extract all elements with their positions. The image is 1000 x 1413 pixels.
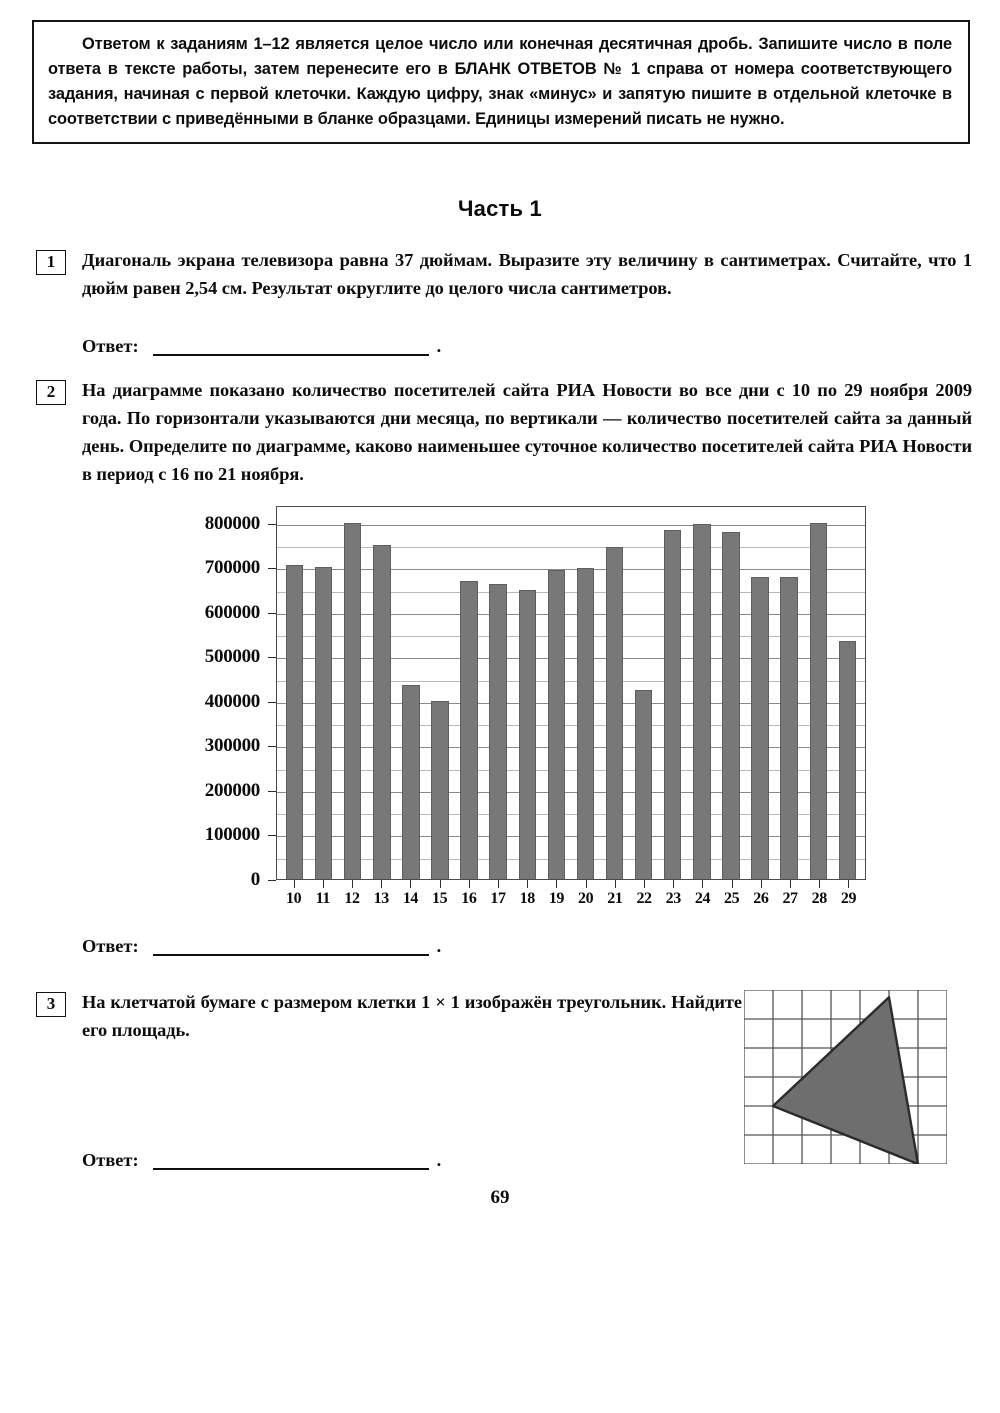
task-2-number: 2 bbox=[36, 380, 66, 405]
triangle-svg bbox=[744, 990, 947, 1164]
chart-bar-slot bbox=[746, 507, 775, 879]
chart-x-tick-label: 25 bbox=[724, 890, 740, 907]
chart-x-tick-label: 27 bbox=[782, 890, 798, 907]
chart-bar-slot bbox=[833, 507, 862, 879]
chart-bar bbox=[722, 532, 739, 879]
chart-bar-slot bbox=[775, 507, 804, 879]
chart-x-tick bbox=[571, 880, 600, 889]
chart-y-axis bbox=[186, 500, 268, 890]
page-number: 69 bbox=[490, 1187, 510, 1208]
triangle-shape bbox=[773, 997, 918, 1164]
chart-x-tick bbox=[600, 880, 629, 889]
answer-label-1: Ответ: bbox=[82, 336, 139, 356]
chart-x-tick bbox=[542, 880, 571, 889]
chart-y-tick-label: 700000 bbox=[204, 557, 260, 579]
chart-bars bbox=[277, 507, 865, 879]
chart-x-tick bbox=[396, 880, 425, 889]
task-3-text: На клетчатой бумаге с размером клетки 1 × 1 изображён треугольник. Найдите его площадь. bbox=[82, 992, 742, 1040]
chart-x-tick-label: 11 bbox=[315, 890, 330, 907]
chart-bar-slot bbox=[455, 507, 484, 879]
chart-x-tick-label: 20 bbox=[578, 890, 594, 907]
answer-period-2: . bbox=[436, 936, 442, 956]
chart-plot-area bbox=[276, 506, 866, 880]
chart-x-tick-label: 21 bbox=[607, 890, 623, 907]
chart-bar bbox=[431, 701, 448, 879]
chart-bar-slot bbox=[542, 507, 571, 879]
chart-y-tick bbox=[268, 746, 276, 747]
chart-bar bbox=[577, 568, 594, 879]
chart-y-tick bbox=[268, 613, 276, 614]
chart-x-axis-labels bbox=[276, 890, 866, 908]
chart-y-tick-label: 300000 bbox=[204, 735, 260, 757]
chart-x-tick bbox=[454, 880, 483, 889]
task-2-text: На диаграмме показано количество посетителей сайта РИА Новости во все дни с 10 по 29 ноября 2009 года. По горизонтали указываются дни месяца, по вертикали — количество посетителей сайта за данный день. Определите по диаграмме, каково наименьшее суточное количество посетителей сайта РИА Новости в период с 16 по 21 ноября. bbox=[82, 380, 972, 484]
answer-input-3[interactable] bbox=[153, 1154, 429, 1170]
chart-x-tick-label: 26 bbox=[753, 890, 769, 907]
chart-y-tick bbox=[268, 880, 276, 881]
chart-x-tick bbox=[308, 880, 337, 889]
chart-x-tick bbox=[834, 880, 863, 889]
chart-bar-slot bbox=[716, 507, 745, 879]
chart-x-tick-label: 22 bbox=[636, 890, 652, 907]
chart-bar-slot bbox=[629, 507, 658, 879]
answer-period-3: . bbox=[436, 1150, 442, 1170]
chart-x-tick-label: 16 bbox=[461, 890, 477, 907]
chart-x-tick bbox=[279, 880, 308, 889]
chart-x-tick-label: 24 bbox=[694, 890, 711, 907]
chart-bar-slot bbox=[280, 507, 309, 879]
chart-x-tick-label: 10 bbox=[286, 890, 302, 907]
answer-label-2: Ответ: bbox=[82, 936, 139, 956]
chart-y-tick-label: 600000 bbox=[204, 601, 260, 623]
chart-x-ticks bbox=[276, 880, 866, 889]
chart-bar bbox=[635, 690, 652, 879]
chart-bar-slot bbox=[396, 507, 425, 879]
chart-x-tick-label: 23 bbox=[665, 890, 681, 907]
chart-x-tick bbox=[337, 880, 366, 889]
chart-x-tick bbox=[425, 880, 454, 889]
chart-x-tick bbox=[483, 880, 512, 889]
chart-bar-slot bbox=[309, 507, 338, 879]
answer-label-3: Ответ: bbox=[82, 1150, 139, 1170]
chart-x-tick-label: 18 bbox=[519, 890, 535, 907]
chart-bar bbox=[693, 524, 710, 879]
chart-bar bbox=[344, 523, 361, 879]
chart-bar bbox=[519, 590, 536, 879]
chart-bar bbox=[664, 530, 681, 879]
chart-bar bbox=[402, 685, 419, 879]
chart-bar-slot bbox=[484, 507, 513, 879]
chart-y-tick bbox=[268, 791, 276, 792]
chart-bar bbox=[810, 523, 827, 879]
task-1 bbox=[36, 246, 972, 302]
chart-x-tick bbox=[659, 880, 688, 889]
chart-bar-slot bbox=[804, 507, 833, 879]
chart-x-tick bbox=[805, 880, 834, 889]
chart-y-tick-label: 400000 bbox=[204, 690, 260, 712]
chart-y-tick-label: 800000 bbox=[204, 512, 260, 534]
task-1-text: Диагональ экрана телевизора равна 37 дюймам. Выразите эту величину в сантиметрах. Считайте, что 1 дюйм равен 2,54 см. Результат округлите до целого числа сантиметров. bbox=[82, 250, 972, 298]
chart-bar bbox=[373, 545, 390, 879]
chart-x-tick bbox=[746, 880, 775, 889]
chart-x-tick-label: 12 bbox=[344, 890, 360, 907]
chart-x-tick-label: 29 bbox=[840, 890, 857, 907]
chart-y-tick-label: 500000 bbox=[204, 646, 260, 668]
chart-bar bbox=[489, 584, 506, 879]
chart-bar-slot bbox=[600, 507, 629, 879]
chart-bar-slot bbox=[687, 507, 716, 879]
chart-y-tick bbox=[268, 524, 276, 525]
chart-x-tick bbox=[717, 880, 746, 889]
chart-x-tick bbox=[367, 880, 396, 889]
chart-x-tick bbox=[688, 880, 717, 889]
answer-row-1 bbox=[82, 336, 441, 356]
chart-bar-slot bbox=[367, 507, 396, 879]
chart-x-tick-label: 17 bbox=[490, 890, 506, 907]
answer-period-1: . bbox=[436, 336, 442, 356]
chart-y-tick-label: 200000 bbox=[204, 779, 260, 801]
chart-bar bbox=[606, 547, 623, 879]
chart-bar bbox=[548, 570, 565, 879]
chart-y-tick bbox=[268, 568, 276, 569]
chart-x-tick-label: 15 bbox=[432, 890, 448, 907]
chart-x-tick bbox=[513, 880, 542, 889]
answer-row-3 bbox=[82, 1150, 441, 1170]
chart-y-tick bbox=[268, 702, 276, 703]
instruction-text: Ответом к заданиям 1–12 является целое число или конечная десятичная дробь. Запишите число в поле ответа в тексте работы, затем перенесите его в БЛАНК ОТВЕТОВ № 1 справа от номера соответствующего задания, начиная с первой клеточки. Каждую цифру, знак «минус» и запятую пишите в отдельной клеточке в соответствии с приведёнными в бланке образцами. Единицы измерений писать не нужно. bbox=[48, 35, 952, 128]
answer-input-1[interactable] bbox=[153, 340, 429, 356]
chart-bar bbox=[286, 565, 303, 879]
instruction-box bbox=[32, 20, 970, 144]
task-1-number: 1 bbox=[36, 250, 66, 275]
task-3-number: 3 bbox=[36, 992, 66, 1017]
chart-bar bbox=[460, 581, 477, 879]
chart-bar bbox=[751, 577, 768, 879]
chart-bar-slot bbox=[658, 507, 687, 879]
answer-input-2[interactable] bbox=[153, 940, 429, 956]
chart-y-tick-label: 0 bbox=[250, 869, 260, 890]
chart-y-tick-label: 100000 bbox=[204, 824, 260, 846]
chart-x-tick bbox=[629, 880, 658, 889]
chart-y-tick bbox=[268, 657, 276, 658]
chart-bar bbox=[839, 641, 856, 879]
triangle-grid-figure bbox=[744, 990, 960, 1162]
chart-x-tick-label: 13 bbox=[373, 890, 389, 907]
chart-x-tick-label: 28 bbox=[811, 890, 827, 907]
visitors-bar-chart bbox=[186, 500, 886, 920]
chart-bar bbox=[780, 577, 797, 879]
chart-bar-slot bbox=[338, 507, 367, 879]
chart-bar-slot bbox=[571, 507, 600, 879]
chart-bar-slot bbox=[425, 507, 454, 879]
part-heading: Часть 1 bbox=[458, 196, 542, 221]
chart-x-tick bbox=[775, 880, 804, 889]
chart-bar-slot bbox=[513, 507, 542, 879]
chart-y-tick bbox=[268, 835, 276, 836]
answer-row-2 bbox=[82, 936, 441, 956]
task-2 bbox=[36, 376, 972, 488]
chart-x-tick-label: 14 bbox=[402, 890, 419, 907]
chart-x-tick-label: 19 bbox=[548, 890, 565, 907]
chart-bar bbox=[315, 567, 332, 879]
